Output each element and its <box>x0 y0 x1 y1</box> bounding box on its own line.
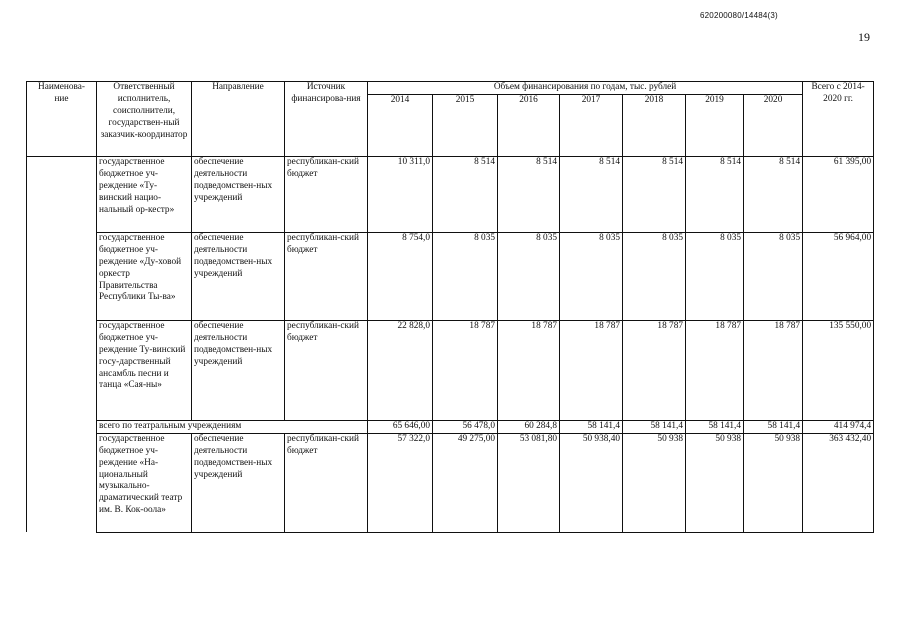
row-total-cell: 363 432,40 <box>803 433 874 532</box>
value-cell: 57 322,0 <box>368 433 433 532</box>
value-cell: 8 035 <box>623 232 686 320</box>
year-header: 2017 <box>560 94 623 156</box>
header-total: Всего с 2014-2020 гг. <box>803 82 874 157</box>
direction-cell: обеспечение деятельности подведомствен-ных учреждений <box>192 156 285 232</box>
year-header: 2014 <box>368 94 433 156</box>
name-cell-empty <box>27 156 97 232</box>
value-cell: 8 035 <box>686 232 744 320</box>
value-cell: 18 787 <box>433 320 498 420</box>
direction-cell: обеспечение деятельности подведомствен-ных учреждений <box>192 320 285 420</box>
value-cell: 8 035 <box>433 232 498 320</box>
source-cell: республикан-ский бюджет <box>285 156 368 232</box>
direction-cell: обеспечение деятельности подведомствен-ных учреждений <box>192 433 285 532</box>
name-cell-empty <box>27 433 97 532</box>
subtotal-row <box>27 420 874 433</box>
subtotal-value: 56 478,0 <box>433 420 498 433</box>
value-cell: 49 275,00 <box>433 433 498 532</box>
subtotal-value: 60 284,8 <box>498 420 560 433</box>
table-row <box>27 320 874 420</box>
value-cell: 8 514 <box>744 156 803 232</box>
value-cell: 8 514 <box>560 156 623 232</box>
header-executor: Ответственный исполнитель, соисполнители, государствен-ный заказчик-координатор <box>97 82 192 157</box>
header-row-1 <box>27 82 874 95</box>
header-direction: Направление <box>192 82 285 157</box>
subtotal-value: 58 141,4 <box>744 420 803 433</box>
subtotal-total: 414 974,4 <box>803 420 874 433</box>
subtotal-label: всего по театральным учреждениям <box>97 420 368 433</box>
value-cell: 8 514 <box>623 156 686 232</box>
value-cell: 8 514 <box>498 156 560 232</box>
value-cell: 22 828,0 <box>368 320 433 420</box>
source-cell: республикан-ский бюджет <box>285 232 368 320</box>
value-cell: 8 035 <box>498 232 560 320</box>
table-row <box>27 433 874 532</box>
source-cell: республикан-ский бюджет <box>285 320 368 420</box>
value-cell: 50 938 <box>686 433 744 532</box>
value-cell: 8 514 <box>433 156 498 232</box>
direction-cell: обеспечение деятельности подведомствен-ных учреждений <box>192 232 285 320</box>
executor-cell: государственное бюджетное уч-реждение Ту-винский госу-дарственный ансамбль песни и танца «Сая-ны» <box>97 320 192 420</box>
header-volume: Объем финансирования по годам, тыс. рублей <box>368 82 803 95</box>
executor-cell: государственное бюджетное уч-реждение «Ту-винский нацио-нальный ор-кестр» <box>97 156 192 232</box>
subtotal-value: 65 646,00 <box>368 420 433 433</box>
value-cell: 18 787 <box>686 320 744 420</box>
value-cell: 8 035 <box>744 232 803 320</box>
page-number: 19 <box>858 30 870 44</box>
value-cell: 18 787 <box>498 320 560 420</box>
subtotal-value: 58 141,4 <box>623 420 686 433</box>
value-cell: 53 081,80 <box>498 433 560 532</box>
row-total-cell: 135 550,00 <box>803 320 874 420</box>
subtotal-value: 58 141,4 <box>560 420 623 433</box>
executor-cell: государственное бюджетное уч-реждение «На-циональный музыкально-драматический театр им. В. Кок-оола» <box>97 433 192 532</box>
row-total-cell: 56 964,00 <box>803 232 874 320</box>
table-row <box>27 156 874 232</box>
header-source: Источник финансирова-ния <box>285 82 368 157</box>
name-cell-empty <box>27 320 97 420</box>
executor-cell: государственное бюджетное уч-реждение «Ду-ховой оркестр Правительства Республики Ты-ва» <box>97 232 192 320</box>
value-cell: 50 938,40 <box>560 433 623 532</box>
year-header: 2018 <box>623 94 686 156</box>
source-cell: республикан-ский бюджет <box>285 433 368 532</box>
year-header: 2019 <box>686 94 744 156</box>
value-cell: 8 514 <box>686 156 744 232</box>
name-cell-empty <box>27 420 97 433</box>
value-cell: 18 787 <box>744 320 803 420</box>
header-name: Наименова- ние <box>27 82 97 157</box>
value-cell: 18 787 <box>623 320 686 420</box>
table-row <box>27 232 874 320</box>
year-header: 2016 <box>498 94 560 156</box>
name-cell-empty <box>27 232 97 320</box>
value-cell: 18 787 <box>560 320 623 420</box>
value-cell: 50 938 <box>744 433 803 532</box>
subtotal-value: 58 141,4 <box>686 420 744 433</box>
financing-table <box>26 81 874 533</box>
value-cell: 50 938 <box>623 433 686 532</box>
value-cell: 8 035 <box>560 232 623 320</box>
year-header: 2015 <box>433 94 498 156</box>
document-id: 620200080/14484(3) <box>700 11 778 20</box>
value-cell: 10 311,0 <box>368 156 433 232</box>
value-cell: 8 754,0 <box>368 232 433 320</box>
row-total-cell: 61 395,00 <box>803 156 874 232</box>
year-header: 2020 <box>744 94 803 156</box>
